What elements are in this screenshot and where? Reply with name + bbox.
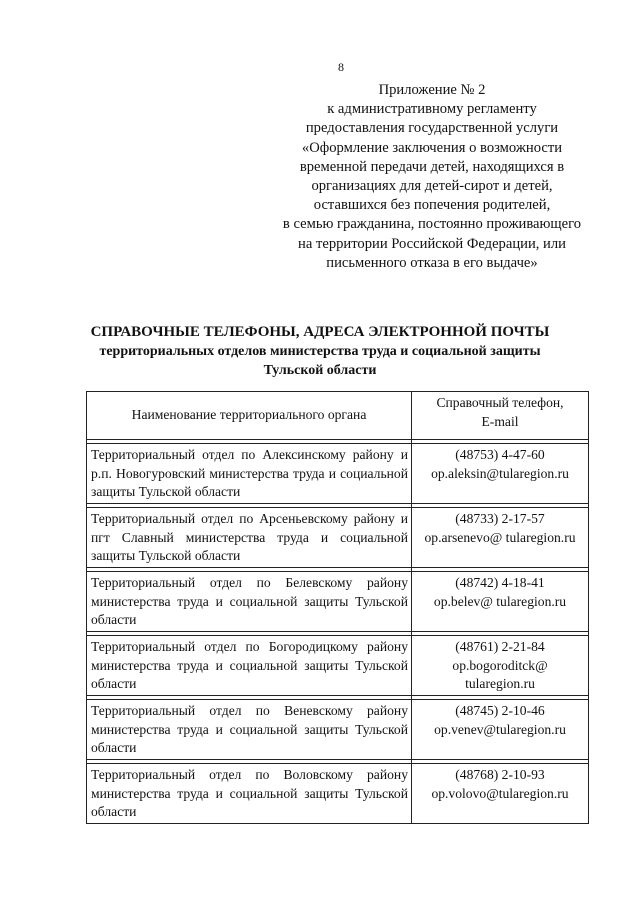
office-email[interactable]: op.bogoroditck@ [452,657,548,673]
appendix-line: оставшихся без попечения родителей, [313,197,551,214]
office-contact [412,444,589,504]
office-contact [412,636,589,696]
office-name: Территориальный отдел по Белевскому району министерства труда и социальной защиты Тульской области [87,572,412,632]
office-email[interactable]: tularegion.ru [465,676,535,692]
office-phone: (48733) 2-17-57 [455,511,545,526]
office-contact [412,700,589,760]
appendix-line: организациях для детей-сирот и детей, [311,178,553,195]
table-row [87,700,589,760]
contacts-table [86,391,589,824]
header-contact-line: E-mail [481,413,519,429]
office-name: Территориальный отдел по Алексинскому району и р.п. Новогуровский министерства труда и социальной защиты Тульской области [87,444,412,504]
office-contact [412,572,589,632]
table-row [87,636,589,696]
column-header-contact [412,392,589,440]
appendix-line: на территории Российской Федерации, или [298,235,566,252]
office-contact [412,508,589,568]
office-email[interactable]: op.volovo@tularegion.ru [431,785,569,801]
table-row [87,508,589,568]
subtitle-line: территориальных отделов министерства труда и социальной защиты [99,344,541,359]
page-number: 8 [338,60,344,74]
table-header-row [87,392,589,440]
office-email[interactable]: op.arsenevo@ tularegion.ru [424,529,576,545]
document-title-block [70,322,570,380]
appendix-line: предоставления государственной услуги [305,120,559,137]
office-email[interactable]: op.belev@ tularegion.ru [433,593,567,609]
office-name: Территориальный отдел по Веневскому району министерства труда и социальной защиты Тульской области [87,700,412,760]
appendix-line: к административному регламенту [327,101,537,118]
office-name: Территориальный отдел по Воловскому району министерства труда и социальной защиты Тульской области [87,764,412,824]
table-row [87,444,589,504]
office-email[interactable]: op.aleksin@tularegion.ru [431,465,569,481]
office-phone: (48742) 4-18-41 [455,575,545,590]
office-phone: (48768) 2-10-93 [455,767,545,782]
appendix-line: в семью гражданина, постоянно проживающего [282,216,582,233]
subtitle-line: Тульской области [263,363,377,378]
document-subtitle [70,342,570,380]
office-name: Территориальный отдел по Арсеньевскому району и пгт Славный министерства труда и социальной защиты Тульской области [87,508,412,568]
appendix-line: Приложение № 2 [378,82,486,98]
office-name: Территориальный отдел по Богородицкому району министерства труда и социальной защиты Тульской области [87,636,412,696]
office-email[interactable]: op.venev@tularegion.ru [434,721,566,737]
document-title: СПРАВОЧНЫЕ ТЕЛЕФОНЫ, АДРЕСА ЭЛЕКТРОННОЙ ПОЧТЫ [90,324,550,340]
header-contact-line: Справочный телефон, [436,395,564,410]
column-header-name: Наименование территориального органа [87,392,412,440]
appendix-header [262,81,602,273]
office-phone: (48761) 2-21-84 [455,639,545,654]
appendix-line: письменного отказа в его выдаче» [326,254,538,271]
office-contact [412,764,589,824]
table-row [87,764,589,824]
table-row [87,572,589,632]
appendix-line: «Оформление заключения о возможности [301,139,563,156]
office-phone: (48753) 4-47-60 [455,447,545,462]
office-phone: (48745) 2-10-46 [455,703,545,718]
appendix-line: временной передачи детей, находящихся в [299,158,565,175]
